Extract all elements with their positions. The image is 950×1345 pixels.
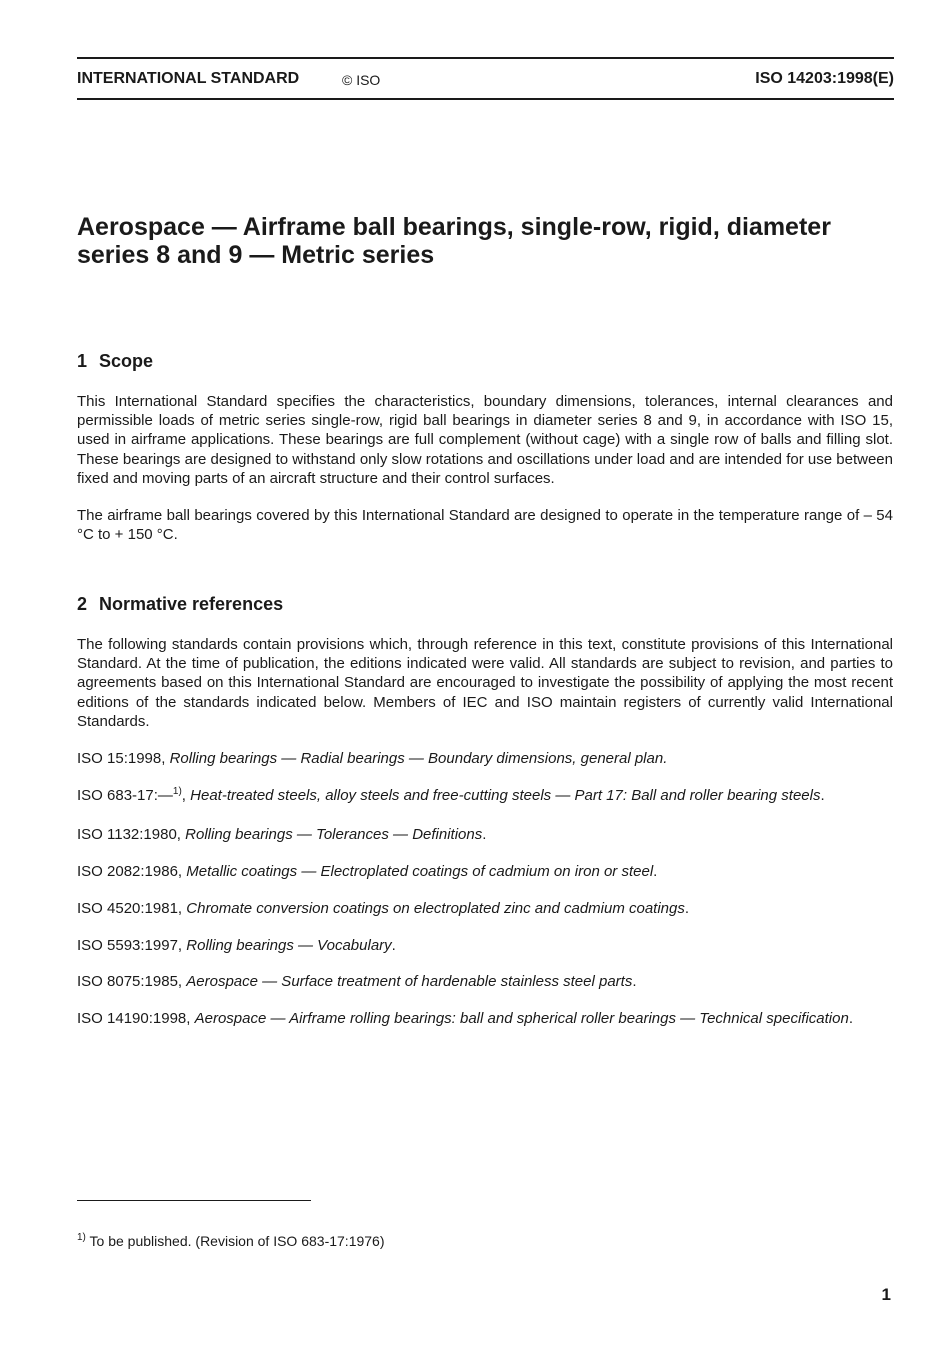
header-copyright: © ISO: [342, 72, 381, 88]
footnote-marker: 1): [172, 786, 182, 797]
reference-end: .: [482, 826, 487, 843]
reference-end: .: [632, 973, 637, 990]
section-heading-scope: [77, 350, 894, 372]
reference-title: Rolling bearings — Radial bearings — Boundary dimensions, general plan.: [169, 750, 668, 767]
page-number: 1: [881, 1285, 891, 1304]
header-standard-type: INTERNATIONAL STANDARD: [77, 70, 300, 87]
reference-title: Rolling bearings — Tolerances — Definitions: [185, 826, 483, 843]
footnote-marker: 1): [77, 1232, 86, 1243]
header-top-rule: [77, 57, 894, 59]
reference-title: Rolling bearings — Vocabulary: [186, 937, 392, 954]
reference-code: ISO 5593:1997,: [77, 937, 183, 954]
reference-code: ISO 4520:1981,: [77, 900, 183, 917]
reference-item: [77, 825, 893, 844]
reference-code: ISO 15:1998,: [77, 750, 166, 767]
reference-end: .: [684, 900, 690, 917]
reference-end: .: [391, 937, 396, 954]
reference-title: Chromate conversion coatings on electroplated zinc and cadmium coatings: [186, 900, 685, 917]
reference-end: .: [820, 787, 825, 804]
section-number: 2: [77, 594, 88, 614]
reference-item: [77, 972, 893, 991]
footnote-text: To be published. (Revision of ISO 683-17:1976): [89, 1233, 385, 1249]
reference-end: .: [653, 863, 658, 880]
reference-code: ISO 14190:1998,: [77, 1010, 191, 1027]
reference-title: Aerospace — Airframe rolling bearings: ball and spherical roller bearings — Technical specification: [194, 1010, 849, 1027]
scope-paragraph-1: This International Standard specifies the characteristics, boundary dimensions, tolerances, internal clearances and permissible loads of metric series single-row, rigid ball bearings in diameter series 8 and 9, in accordance with ISO 15, used in airframe applications. These bearings are full complement (without cage) with a single row of balls and filling slot. These bearings are designed to withstand only slow rotations and oscillations under load and are intended for use between fixed and moving parts of an aircraft structure and their control surfaces.: [77, 393, 893, 487]
scope-paragraph-2: The airframe ball bearings covered by this International Standard are designed to operate in the temperature range of – 54 °C to + 150 °C.: [77, 507, 893, 544]
reference-item: [77, 862, 893, 881]
footnote-separator: [77, 1200, 311, 1201]
section-title: Normative references: [99, 594, 284, 614]
reference-code: ISO 2082:1986,: [77, 863, 183, 880]
reference-item: [77, 936, 893, 955]
reference-title: Aerospace — Surface treatment of hardenable stainless steel parts: [186, 973, 633, 990]
normative-intro-paragraph: The following standards contain provisions which, through reference in this text, constitute provisions of this International Standard. At the time of publication, the editions indicated were valid. All standards are subject to revision, and parties to agreements based on this International Standard are encouraged to investigate the possibility of applying the most recent editions of the standards indicated below. Members of IEC and ISO maintain registers of currently valid International Standards.: [77, 636, 893, 730]
reference-title: Metallic coatings — Electroplated coatings of cadmium on iron or steel: [186, 863, 654, 880]
reference-item: [77, 786, 893, 805]
reference-code: ISO 1132:1980,: [77, 826, 181, 843]
reference-item: [77, 899, 893, 918]
document-title: Aerospace — Airframe ball bearings, single-row, rigid, diameter series 8 and 9 — Metric series: [77, 213, 831, 269]
reference-title: Heat-treated steels, alloy steels and free-cutting steels — Part 17: Ball and roller bearing steels: [190, 787, 821, 804]
reference-code: ISO 8075:1985,: [77, 973, 183, 990]
reference-code: ISO 683-17:—: [77, 787, 173, 804]
header-bottom-rule: [77, 98, 894, 100]
section-number: 1: [77, 351, 88, 371]
reference-item: [77, 749, 893, 768]
reference-item: [77, 1009, 893, 1028]
section-title: Scope: [99, 351, 154, 371]
section-heading-normative-references: [77, 593, 894, 615]
footnote: [77, 1232, 385, 1250]
reference-separator: ,: [181, 787, 186, 804]
reference-end: .: [848, 1010, 853, 1027]
header-document-number: ISO 14203:1998(E): [755, 70, 894, 87]
